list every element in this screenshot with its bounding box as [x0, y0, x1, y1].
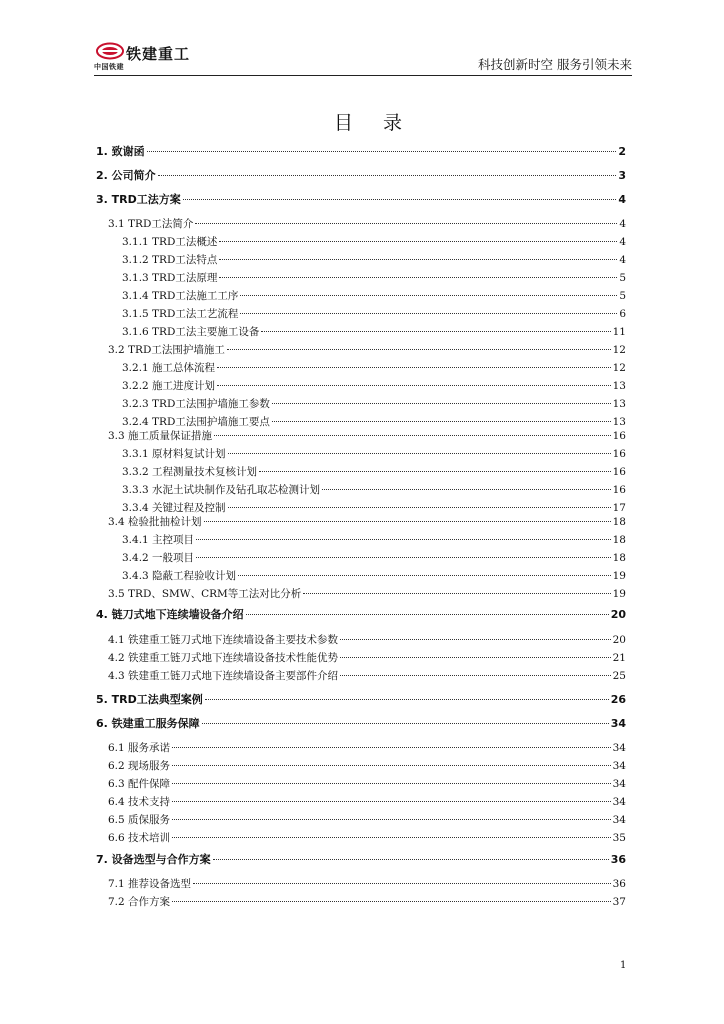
toc-leader-dots [322, 489, 611, 490]
toc-entry[interactable] [96, 716, 626, 732]
toc-entry-page: 13 [612, 398, 626, 410]
toc-leader-dots [172, 819, 611, 820]
toc-entry[interactable] [122, 568, 626, 584]
toc-entry-title: 3.2.2 施工进度计划 [122, 380, 216, 392]
toc-entry[interactable] [108, 428, 626, 444]
toc-entry[interactable] [96, 192, 626, 208]
toc-entry-title: 3.4.3 隐蔽工程验收计划 [122, 570, 237, 582]
toc-leader-dots [147, 151, 617, 152]
toc-entry-page: 18 [612, 516, 626, 528]
toc-leader-dots [259, 471, 611, 472]
toc-entry[interactable] [96, 852, 626, 868]
toc-leader-dots [261, 331, 610, 332]
toc-entry[interactable] [96, 168, 626, 184]
toc-entry-title: 2. 公司简介 [96, 169, 156, 182]
toc-entry-page: 34 [612, 742, 626, 754]
toc-entry[interactable] [108, 894, 626, 910]
toc-leader-dots [213, 859, 609, 860]
toc-entry-title: 3.3.4 关键过程及控制 [122, 502, 226, 514]
toc-leader-dots [246, 614, 609, 615]
toc-entry-title: 3.4.1 主控项目 [122, 534, 195, 546]
toc-entry-page: 13 [612, 380, 626, 392]
toc-entry-page: 20 [612, 634, 626, 646]
toc-entry[interactable] [108, 514, 626, 530]
toc-leader-dots [172, 801, 611, 802]
toc-entry-title: 3.3.3 水泥土试块制作及钻孔取芯检测计划 [122, 484, 321, 496]
toc-entry[interactable] [122, 288, 626, 304]
toc-entry[interactable] [122, 270, 626, 286]
toc-entry-page: 36 [610, 853, 626, 866]
toc-entry-title: 3.2.3 TRD工法围护墙施工参数 [122, 398, 270, 410]
toc-entry-title: 7.2 合作方案 [108, 896, 171, 908]
toc-entry-title: 7.1 推荐设备选型 [108, 878, 192, 890]
header-slogan: 科技创新时空 服务引领未来 [478, 57, 632, 72]
toc-entry-page: 34 [612, 778, 626, 790]
toc-entry[interactable] [122, 324, 626, 340]
toc-entry-page: 5 [619, 272, 626, 284]
toc-entry-title: 3. TRD工法方案 [96, 193, 181, 206]
toc-leader-dots [204, 521, 611, 522]
toc-entry-title: 3.2.1 施工总体流程 [122, 362, 216, 374]
toc-leader-dots [227, 349, 611, 350]
toc-leader-dots [217, 367, 611, 368]
toc-entry-title: 3.5 TRD、SMW、CRM等工法对比分析 [108, 588, 302, 600]
toc-entry[interactable] [122, 482, 626, 498]
toc-entry[interactable] [96, 144, 626, 160]
toc-entry[interactable] [122, 396, 626, 412]
toc-entry[interactable] [108, 632, 626, 648]
toc-entry-page: 18 [612, 552, 626, 564]
toc-entry-page: 34 [612, 814, 626, 826]
toc-entry-title: 3.2.4 TRD工法围护墙施工要点 [122, 416, 270, 428]
page-number: 1 [620, 960, 627, 971]
toc-entry-title: 6.4 技术支持 [108, 796, 171, 808]
toc-entry-title: 3.1.4 TRD工法施工工序 [122, 290, 239, 302]
toc-leader-dots [217, 385, 611, 386]
company-logo [94, 40, 234, 74]
toc-entry[interactable] [96, 607, 626, 623]
toc-entry[interactable] [122, 360, 626, 376]
toc-entry-page: 4 [619, 236, 626, 248]
header-divider [94, 75, 632, 76]
toc-entry[interactable] [122, 234, 626, 250]
toc-entry-page: 6 [619, 308, 626, 320]
toc-entry-title: 7. 设备选型与合作方案 [96, 853, 211, 866]
toc-entry-page: 36 [612, 878, 626, 890]
toc-entry-page: 5 [619, 290, 626, 302]
toc-entry-title: 3.4.2 一般项目 [122, 552, 195, 564]
toc-entry[interactable] [108, 216, 626, 232]
toc-entry[interactable] [122, 446, 626, 462]
toc-entry-title: 4.2 铁建重工链刀式地下连续墙设备技术性能优势 [108, 652, 339, 664]
toc-entry-page: 18 [612, 534, 626, 546]
toc-leader-dots [219, 277, 617, 278]
toc-entry-page: 21 [612, 652, 626, 664]
toc-leader-dots [240, 313, 617, 314]
toc-entry-title: 3.1.6 TRD工法主要施工设备 [122, 326, 260, 338]
toc-entry-page: 19 [612, 588, 626, 600]
toc-leader-dots [158, 175, 617, 176]
toc-entry-page: 19 [612, 570, 626, 582]
toc-entry-title: 3.1.5 TRD工法工艺流程 [122, 308, 239, 320]
toc-entry[interactable] [122, 532, 626, 548]
toc-entry-page: 16 [612, 430, 626, 442]
toc-entry-title: 3.1.2 TRD工法特点 [122, 254, 218, 266]
toc-entry-title: 4. 链刀式地下连续墙设备介绍 [96, 608, 244, 621]
toc-entry-title: 1. 致谢函 [96, 145, 145, 158]
toc-entry-title: 6. 铁建重工服务保障 [96, 717, 200, 730]
toc-entry-title: 3.1.3 TRD工法原理 [122, 272, 218, 284]
toc-entry-page: 25 [612, 670, 626, 682]
toc-entry[interactable] [108, 342, 626, 358]
toc-entry[interactable] [122, 378, 626, 394]
toc-entry[interactable] [108, 776, 626, 792]
toc-leader-dots [183, 199, 617, 200]
toc-entry[interactable] [122, 464, 626, 480]
toc-entry[interactable] [108, 668, 626, 684]
toc-leader-dots [196, 557, 611, 558]
toc-leader-dots [272, 403, 611, 404]
toc-entry-page: 34 [612, 796, 626, 808]
toc-entry-title: 3.1.1 TRD工法概述 [122, 236, 218, 248]
toc-leader-dots [193, 883, 611, 884]
toc-leader-dots [172, 901, 611, 902]
toc-leader-dots [172, 765, 611, 766]
toc-entry[interactable] [108, 586, 626, 602]
toc-entry-page: 16 [612, 484, 626, 496]
toc-entry-page: 4 [619, 254, 626, 266]
toc-entry[interactable] [108, 794, 626, 810]
toc-entry-page: 12 [612, 362, 626, 374]
toc-leader-dots [214, 435, 611, 436]
toc-leader-dots [303, 593, 610, 594]
toc-entry-title: 6.6 技术培训 [108, 832, 171, 844]
toc-leader-dots [202, 723, 609, 724]
toc-leader-dots [172, 837, 611, 838]
toc-entry[interactable] [96, 692, 626, 708]
toc-entry-page: 17 [612, 502, 626, 514]
toc-entry-title: 4.3 铁建重工链刀式地下连续墙设备主要部件介绍 [108, 670, 339, 682]
toc-leader-dots [196, 539, 611, 540]
toc-entry-page: 11 [612, 326, 626, 338]
toc-entry-title: 3.3.2 工程测量技术复核计划 [122, 466, 258, 478]
crcc-logo-icon [96, 42, 124, 60]
toc-entry-title: 6.3 配件保障 [108, 778, 171, 790]
toc-leader-dots [340, 639, 611, 640]
toc-leader-dots [340, 675, 611, 676]
toc-entry[interactable] [122, 252, 626, 268]
toc-entry-title: 3.3 施工质量保证措施 [108, 430, 213, 442]
toc-entry-title: 3.2 TRD工法围护墙施工 [108, 344, 225, 356]
toc-title: 目 录 [333, 112, 415, 134]
toc-leader-dots [172, 747, 611, 748]
toc-entry[interactable] [108, 812, 626, 828]
toc-entry[interactable] [108, 758, 626, 774]
toc-entry-page: 3 [618, 169, 626, 182]
toc-entry-title: 3.3.1 原材料复试计划 [122, 448, 226, 460]
toc-entry[interactable] [108, 830, 626, 846]
toc-entry-page: 20 [610, 608, 626, 621]
toc-entry-page: 12 [612, 344, 626, 356]
toc-leader-dots [205, 699, 609, 700]
logo-subtext: 中国铁建 [94, 63, 124, 71]
toc-leader-dots [238, 575, 611, 576]
toc-leader-dots [228, 507, 611, 508]
toc-entry-page: 35 [612, 832, 626, 844]
logo-company-name: 铁建重工 [126, 45, 191, 63]
toc-leader-dots [219, 241, 617, 242]
toc-entry-page: 4 [619, 218, 626, 230]
toc-entry-page: 2 [618, 145, 626, 158]
toc-entry-page: 4 [618, 193, 626, 206]
toc-entry[interactable] [108, 876, 626, 892]
toc-leader-dots [340, 657, 611, 658]
toc-entry-title: 6.2 现场服务 [108, 760, 171, 772]
toc-leader-dots [195, 223, 617, 224]
toc-entry-page: 26 [610, 693, 626, 706]
toc-entry[interactable] [108, 650, 626, 666]
toc-entry[interactable] [122, 306, 626, 322]
toc-entry-page: 16 [612, 466, 626, 478]
toc-leader-dots [172, 783, 611, 784]
toc-entry-title: 5. TRD工法典型案例 [96, 693, 203, 706]
toc-entry-title: 6.1 服务承诺 [108, 742, 171, 754]
toc-entry-title: 4.1 铁建重工链刀式地下连续墙设备主要技术参数 [108, 634, 339, 646]
toc-entry-title: 3.4 检验批抽检计划 [108, 516, 202, 528]
toc-entry[interactable] [122, 550, 626, 566]
toc-entry-page: 16 [612, 448, 626, 460]
toc-entry-page: 37 [612, 896, 626, 908]
toc-entry-page: 34 [610, 717, 626, 730]
toc-entry-title: 6.5 质保服务 [108, 814, 171, 826]
toc-leader-dots [272, 421, 611, 422]
toc-leader-dots [219, 259, 617, 260]
toc-leader-dots [240, 295, 617, 296]
toc-entry-page: 34 [612, 760, 626, 772]
toc-entry-title: 3.1 TRD工法简介 [108, 218, 194, 230]
toc-entry[interactable] [108, 740, 626, 756]
toc-entry-page: 13 [612, 416, 626, 428]
toc-leader-dots [228, 453, 611, 454]
page-header [94, 40, 632, 74]
